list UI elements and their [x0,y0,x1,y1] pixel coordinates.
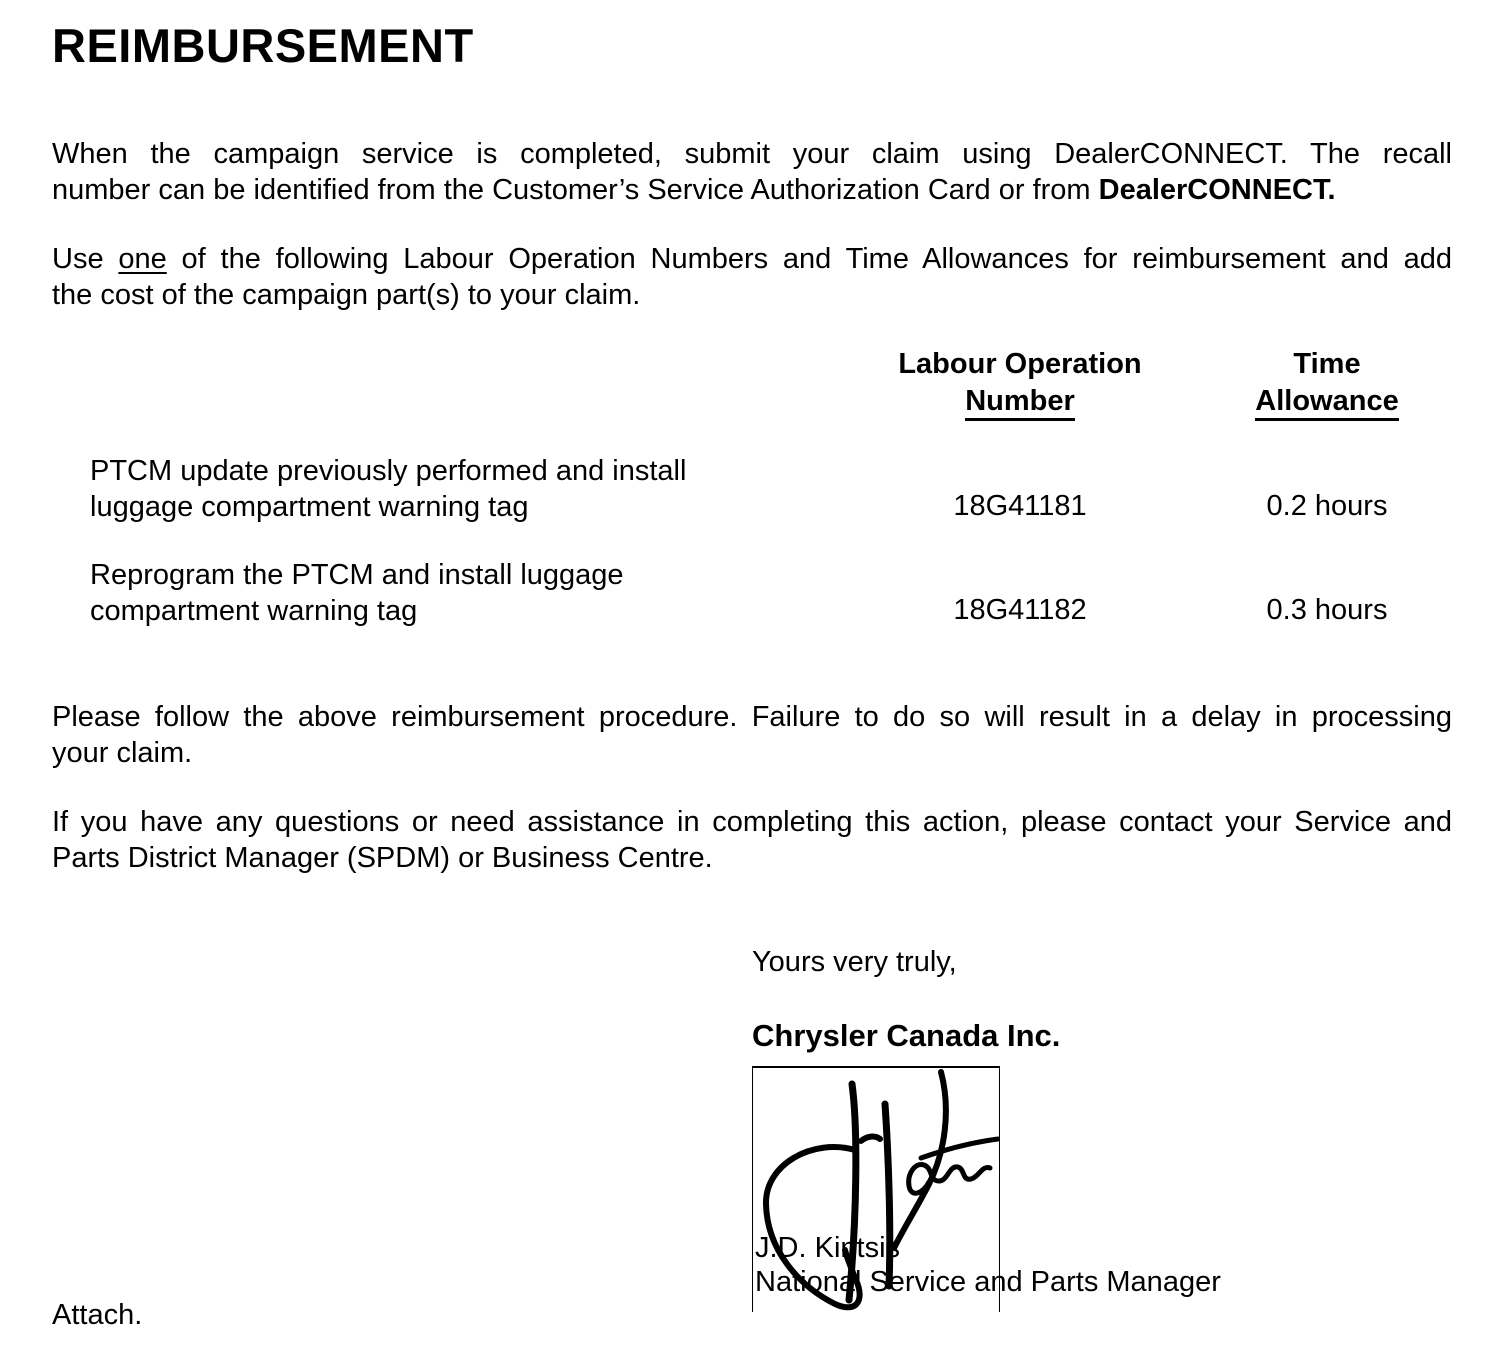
paragraph-line [52,241,1452,277]
document-title: REIMBURSEMENT [52,19,474,72]
paragraph-text: your claim. [52,737,193,769]
dealerconnect-bold-text: DealerCONNECT. [1098,174,1336,206]
attachment-note: Attach. [52,1299,143,1331]
table-header-line: Time [1293,348,1361,380]
underlined-one-text: one [118,243,167,275]
closing-salutation: Yours very truly, [752,946,957,978]
paragraph-labour-operation-intro [52,241,1452,313]
paragraph-text: number can be identified from the Customer’s Service Authorization Card or from [52,174,1099,206]
signer-name: J.D. Kintsis [755,1232,901,1264]
table-header-underlined: Number [965,385,1075,421]
paragraph-text: Use [52,243,119,275]
closing-company-name: Chrysler Canada Inc. [752,1018,1061,1053]
paragraph-line [52,804,1452,840]
paragraph-line [52,840,1452,876]
paragraph-claim-submission [52,136,1452,208]
labour-operation-number-value: 18G41182 [953,594,1087,626]
document-title-wrap [52,18,474,73]
table-header-labour-operation-number [870,346,1170,420]
paragraph-text: If you have any questions or need assistance in completing this action, please contact your Service and [52,806,1452,838]
paragraph-line [52,172,1452,208]
paragraph-text: Please follow the above reimbursement procedure. Failure to do so will result in a delay in processing [52,701,1452,733]
row-description-line: compartment warning tag [90,595,418,627]
paragraph-line [52,136,1452,172]
paragraph-line [52,699,1452,735]
table-header-line [1177,383,1477,420]
paragraph-text: the cost of the campaign part(s) to your claim. [52,279,641,311]
signature-image [753,1068,999,1312]
table-header-line: Labour Operation [898,348,1142,380]
signature-box [752,1066,1000,1312]
time-allowance-value: 0.3 hours [1266,594,1388,626]
paragraph-line [52,277,1452,313]
row-description-line: luggage compartment warning tag [90,491,529,523]
table-header-underlined: Allowance [1255,385,1398,421]
table-row-description [90,557,770,629]
paragraph-text: Parts District Manager (SPDM) or Business Centre. [52,842,713,874]
table-row-description [90,453,770,525]
labour-operation-number-value: 18G41181 [953,490,1087,522]
signer-title: National Service and Parts Manager [755,1266,1221,1298]
paragraph-line [52,735,1452,771]
paragraph-text: of the following Labour Operation Numbers and Time Allowances for reimbursement and add [166,243,1452,275]
paragraph-follow-procedure [52,699,1452,771]
table-header-time-allowance [1177,346,1477,420]
table-header-line [870,383,1170,420]
time-allowance-value: 0.2 hours [1266,490,1388,522]
paragraph-questions-contact [52,804,1452,876]
paragraph-text: When the campaign service is completed, submit your claim using DealerCONNECT. The recall [52,138,1452,170]
row-description-line: Reprogram the PTCM and install luggage [90,559,624,591]
row-description-line: PTCM update previously performed and install [90,455,687,487]
